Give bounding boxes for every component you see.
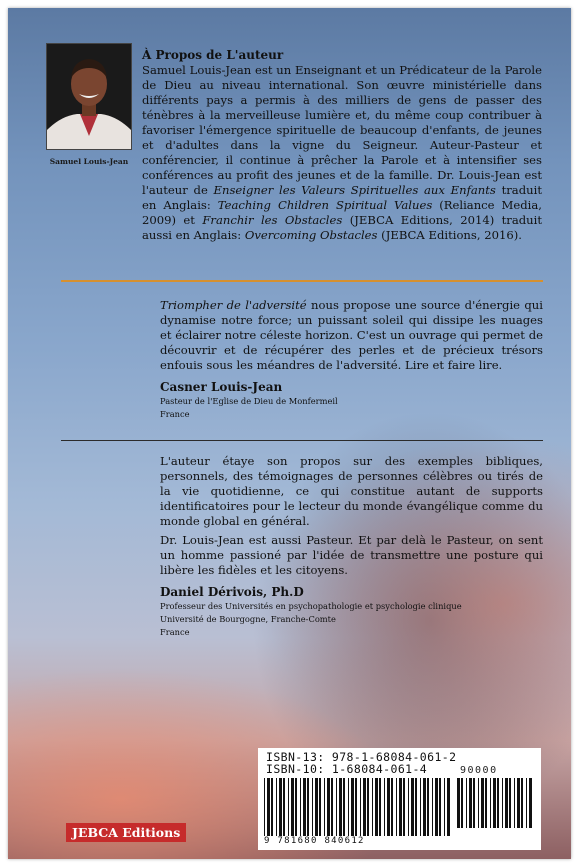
barcode-bar	[490, 778, 491, 828]
divider-orange	[61, 280, 543, 282]
barcode-bar	[427, 778, 429, 836]
review-2-para-1: L'auteur étaye son propos sur des exemples bibliques, personnels, des témoignages de personnes célèbres ou tirés de la vie quotidienne, ce qui constitue autant de supports identificatoires pour le lecteur du monde évangélique comme du monde global en général.	[160, 454, 543, 528]
barcode-bar	[432, 778, 433, 836]
barcode-bar	[514, 778, 515, 828]
barcode-bar	[351, 778, 354, 836]
barcode-bar	[379, 778, 381, 836]
back-cover	[8, 8, 571, 859]
barcode-bar	[336, 778, 337, 836]
barcode-bar	[497, 778, 499, 828]
publisher-logo: JEBCA Editions	[66, 823, 186, 842]
barcode-bar	[339, 778, 342, 836]
barcode-bar	[411, 778, 414, 836]
reviewer-1-role: Pasteur de l'Eglise de Dieu de Monfermeil	[160, 396, 338, 406]
barcode-bar	[466, 778, 467, 828]
review-1-text: Triompher de l'adversité nous propose une source d'énergie qui dynamise notre force; un puissant soleil qui dissipe les nuages et éclairer notre céleste horizon. C'est un ouvrage qui permet de découvrir et de récupérer des perles et de précieux trésors enfouis sous les méandres de l'adversité. Lire et faire lire.	[160, 298, 543, 372]
barcode-bar	[367, 778, 369, 836]
reviewer-2-role: Professeur des Universités en psychopathologie et psychologie clinique	[160, 601, 462, 611]
reviewer-2-institution: Université de Bourgogne, Franche-Comte	[160, 614, 336, 624]
barcode-bar	[502, 778, 503, 828]
barcode-bar	[457, 778, 460, 828]
barcode-bar	[312, 778, 313, 836]
price-code: 90000	[460, 765, 498, 776]
barcode-bar	[403, 778, 405, 836]
barcode-bar	[529, 778, 532, 828]
barcode-bar	[331, 778, 333, 836]
barcode-bar	[473, 778, 475, 828]
barcode-bar	[276, 778, 277, 836]
barcode-bar	[526, 778, 527, 828]
barcode-bar	[408, 778, 409, 836]
barcode-bar	[264, 778, 265, 836]
barcode-bar	[355, 778, 357, 836]
barcode	[258, 748, 541, 850]
ean-digits: 9 781680 840612	[264, 836, 365, 846]
barcode-bar	[387, 778, 390, 836]
about-author-section	[142, 48, 542, 243]
barcode-bar	[319, 778, 321, 836]
review-casner	[160, 298, 543, 421]
barcode-bar	[461, 778, 463, 828]
barcode-bar	[485, 778, 487, 828]
barcode-bar	[517, 778, 520, 828]
reviewer-2-name: Daniel Dérivois, Ph.D	[160, 585, 304, 599]
about-text: Samuel Louis-Jean est un Enseignant et un Prédicateur de la Parole de Dieu au niveau international. Son œuvre ministérielle dans différents pays a permis à des milliers de gens de passer des ténèbres à la merveilleuse lumière et, du même coup contribuer à favoriser l'émergence spirituelle de beaucoup d'enfants, de jeunes et d'adultes dans la vigne du Seigneur. Auteur-Pasteur et conférencier, il continue à prêcher la Parole et à intensifier ses conférences au profit des jeunes et de la famille. Dr. Louis-Jean est l'auteur de Enseigner les Valeurs Spirituelles aux Enfants traduit en Anglais: Teaching Children Spiritual Values (Reliance Media, 2009) et Franchir les Obstacles (JEBCA Editions, 2014) traduit aussi en Anglais: Overcoming Obstacles (JEBCA Editions, 2016).	[142, 63, 542, 242]
barcode-bar	[396, 778, 397, 836]
barcode-bar	[444, 778, 445, 836]
barcode-bar	[283, 778, 285, 836]
barcode-bar	[493, 778, 496, 828]
barcode-bar	[399, 778, 402, 836]
isbn-10: ISBN-10: 1-68084-061-4	[266, 762, 428, 776]
author-photo	[46, 43, 132, 150]
barcode-bar	[423, 778, 426, 836]
price-bars	[457, 778, 533, 828]
barcode-bar	[469, 778, 472, 828]
barcode-bar	[303, 778, 306, 836]
reviewer-1-country: France	[160, 409, 190, 419]
barcode-bar	[295, 778, 297, 836]
isbn-13: ISBN-13: 978-1-68084-061-2	[266, 750, 457, 764]
barcode-bar	[435, 778, 438, 836]
barcode-bar	[509, 778, 511, 828]
barcode-bar	[315, 778, 318, 836]
barcode-bar	[384, 778, 385, 836]
barcode-bar	[288, 778, 289, 836]
barcode-bar	[267, 778, 270, 836]
barcode-bar	[360, 778, 361, 836]
barcode-bar	[415, 778, 417, 836]
barcode-bar	[279, 778, 282, 836]
barcode-bar	[439, 778, 441, 836]
divider-dark	[61, 440, 543, 441]
barcode-bar	[447, 778, 450, 836]
reviewer-2-country: France	[160, 627, 190, 637]
barcode-bar	[391, 778, 393, 836]
barcode-bar	[291, 778, 294, 836]
barcode-bar	[375, 778, 378, 836]
review-derivois	[160, 454, 543, 639]
barcode-bar	[324, 778, 325, 836]
barcode-bar	[271, 778, 273, 836]
ean-bars	[264, 778, 450, 836]
photo-caption: Samuel Louis-Jean	[49, 157, 129, 166]
barcode-bar	[521, 778, 523, 828]
barcode-bar	[327, 778, 330, 836]
barcode-bar	[348, 778, 349, 836]
barcode-bar	[363, 778, 366, 836]
review-2-para-2: Dr. Louis-Jean est aussi Pasteur. Et par delà le Pasteur, on sent un homme passioné par l'idée de transmettre une posture qui libère les fidèles et les citoyens.	[160, 533, 543, 577]
about-title: À Propos de L'auteur	[142, 48, 284, 62]
barcode-bar	[372, 778, 373, 836]
barcode-bar	[343, 778, 345, 836]
barcode-bar	[478, 778, 479, 828]
barcode-bar	[300, 778, 301, 836]
barcode-bar	[420, 778, 421, 836]
reviewer-1-name: Casner Louis-Jean	[160, 380, 283, 394]
barcode-bar	[307, 778, 309, 836]
barcode-bar	[481, 778, 484, 828]
barcode-bar	[505, 778, 508, 828]
